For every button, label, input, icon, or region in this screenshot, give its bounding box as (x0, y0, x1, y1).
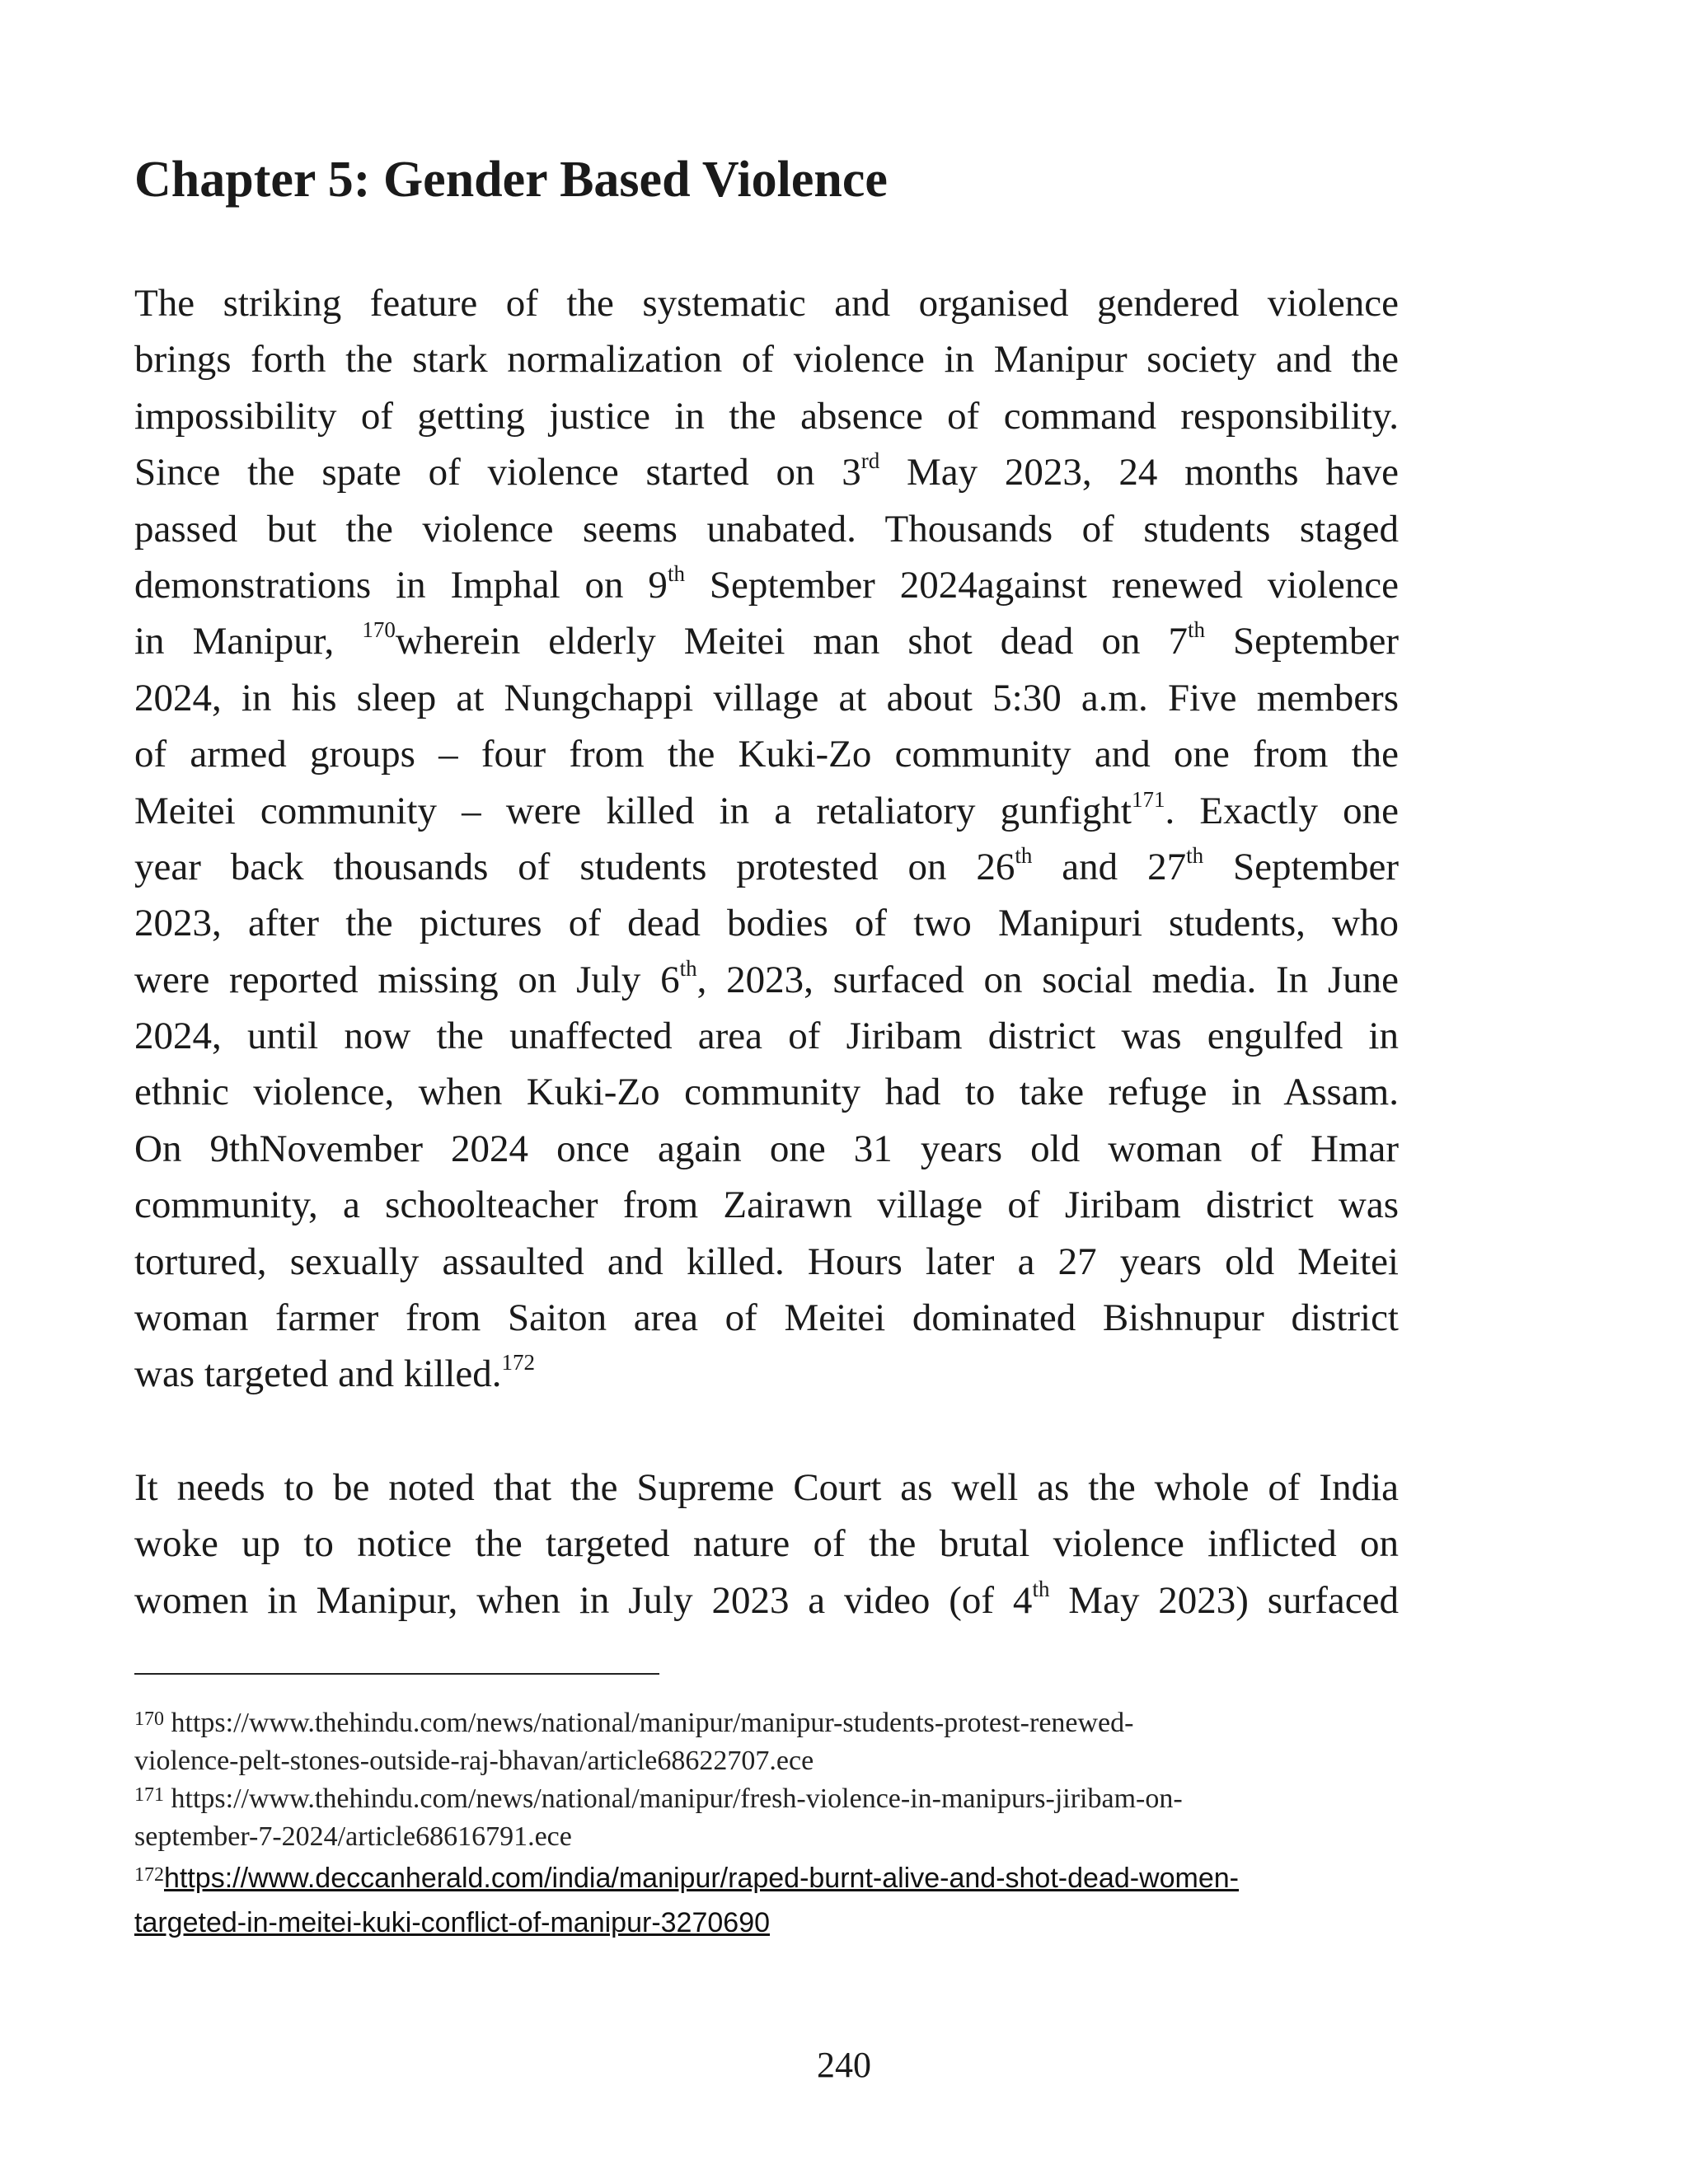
line-text: brings forth the stark normalization of violence in Manipur society and the (134, 338, 1399, 382)
paragraph-line (134, 839, 1399, 895)
line-text: Since the spate of violence started on 3 (134, 451, 861, 494)
footnote-url-line: violence-pelt-stones-outside-raj-bhavan/article68622707.ece (134, 1746, 814, 1776)
paragraph-line (134, 1064, 1399, 1120)
superscript: th (1187, 617, 1205, 643)
line-text: in Manipur, (134, 620, 363, 663)
paragraph-line (134, 783, 1399, 839)
paragraph-line (134, 952, 1399, 1008)
paragraph-line (134, 1008, 1399, 1064)
footnote-172 (134, 1856, 1404, 1945)
superscript: th (1015, 842, 1033, 868)
superscript: th (1186, 842, 1204, 868)
line-text: impossibility of getting justice in the absence of command responsibility. (134, 394, 1399, 438)
paragraph-line (134, 388, 1399, 444)
line-text: and 27 (1032, 845, 1187, 888)
line-text: year back thousands of students protested on 26 (134, 845, 1015, 888)
line-text: May 2023, 24 months have (879, 451, 1399, 494)
paragraph-2 (134, 1460, 1399, 1629)
line-text: 2024, in his sleep at Nungchappi village at about 5:30 a.m. Five members (134, 676, 1399, 719)
footnote-link[interactable]: targeted-in-meitei-kuki-conflict-of-manipur-3270690 (134, 1907, 771, 1938)
paragraph-line (134, 1572, 1399, 1629)
chapter-title: Chapter 5: Gender Based Violence (134, 152, 888, 208)
footnote-url-line: https://www.thehindu.com/news/national/manipur/manipur-students-protest-renewed- (171, 1708, 1134, 1738)
paragraph-line (134, 275, 1399, 331)
paragraph-line (134, 1234, 1399, 1290)
footnote-number: 171 (134, 1784, 164, 1806)
line-text: demonstrations in Imphal on 9 (134, 563, 668, 607)
superscript: 171 (1131, 786, 1165, 812)
line-text: On 9thNovember 2024 once again one 31 years old woman of Hmar (134, 1127, 1399, 1170)
line-text: , 2023, surfaced on social media. In June (696, 958, 1399, 1001)
line-text: September 2024against renewed violence (684, 563, 1399, 607)
footnote-link[interactable]: https://www.deccanherald.com/india/manipur/raped-burnt-alive-and-shot-dead-women- (164, 1863, 1239, 1894)
line-text: May 2023) surfaced (1049, 1578, 1399, 1622)
footnote-number: 170 (134, 1708, 164, 1730)
line-text: The striking feature of the systematic and organised gendered violence (134, 282, 1399, 325)
footnote-number: 172 (134, 1864, 164, 1886)
line-text: September (1204, 620, 1399, 663)
paragraph-line (134, 1516, 1399, 1572)
paragraph-line (134, 557, 1399, 613)
line-text: . Exactly one (1165, 789, 1399, 832)
footnote-url-line: september-7-2024/article68616791.ece (134, 1821, 572, 1852)
line-text: women in Manipur, when in July 2023 a video (of 4 (134, 1578, 1033, 1622)
superscript: th (679, 955, 697, 981)
superscript: th (667, 560, 685, 586)
paragraph-line (134, 613, 1399, 669)
line-text: 2023, after the pictures of dead bodies of two Manipuri students, who (134, 902, 1399, 945)
line-text: It needs to be noted that the Supreme Court as well as the whole of India (134, 1466, 1399, 1509)
paragraph-line (134, 895, 1399, 951)
line-text: ethnic violence, when Kuki-Zo community had to take refuge in Assam. (134, 1071, 1399, 1114)
superscript: th (1032, 1576, 1050, 1601)
footnote-170 (134, 1704, 1404, 1780)
paragraph-line (134, 1121, 1399, 1177)
line-text: of armed groups – four from the Kuki-Zo community and one from the (134, 733, 1399, 776)
paragraph-line (134, 1460, 1399, 1516)
superscript: rd (860, 448, 880, 474)
line-text: passed but the violence seems unabated. Thousands of students staged (134, 507, 1399, 551)
footnote-url-line: https://www.thehindu.com/news/national/manipur/fresh-violence-in-manipurs-jiribam-on- (171, 1783, 1183, 1814)
page-number: 240 (817, 2045, 871, 2085)
paragraph-line (134, 1346, 1399, 1402)
paragraph-1 (134, 275, 1399, 1403)
superscript: 170 (362, 617, 396, 643)
line-text: woman farmer from Saiton area of Meitei dominated Bishnupur district (134, 1296, 1399, 1340)
line-text: wherein elderly Meitei man shot dead on 7 (395, 620, 1188, 663)
line-text: 2024, until now the unaffected area of Jiribam district was engulfed in (134, 1015, 1399, 1058)
line-text: were reported missing on July 6 (134, 958, 680, 1001)
paragraph-line (134, 331, 1399, 387)
paragraph-line (134, 444, 1399, 500)
line-text: community, a schoolteacher from Zairawn village of Jiribam district was (134, 1183, 1399, 1227)
paragraph-line (134, 1290, 1399, 1346)
line-text: was targeted and killed. (134, 1352, 502, 1396)
line-text: woke up to notice the targeted nature of the brutal violence inflicted on (134, 1522, 1399, 1566)
superscript: 172 (501, 1350, 535, 1376)
line-text: September (1203, 845, 1399, 888)
paragraph-line (134, 726, 1399, 782)
line-text: tortured, sexually assaulted and killed. Hours later a 27 years old Meitei (134, 1240, 1399, 1283)
footnote-divider (134, 1673, 659, 1675)
paragraph-line (134, 1177, 1399, 1233)
paragraph-line (134, 670, 1399, 726)
footnote-171 (134, 1780, 1404, 1856)
paragraph-line (134, 501, 1399, 557)
line-text: Meitei community – were killed in a retaliatory gunfight (134, 789, 1132, 832)
